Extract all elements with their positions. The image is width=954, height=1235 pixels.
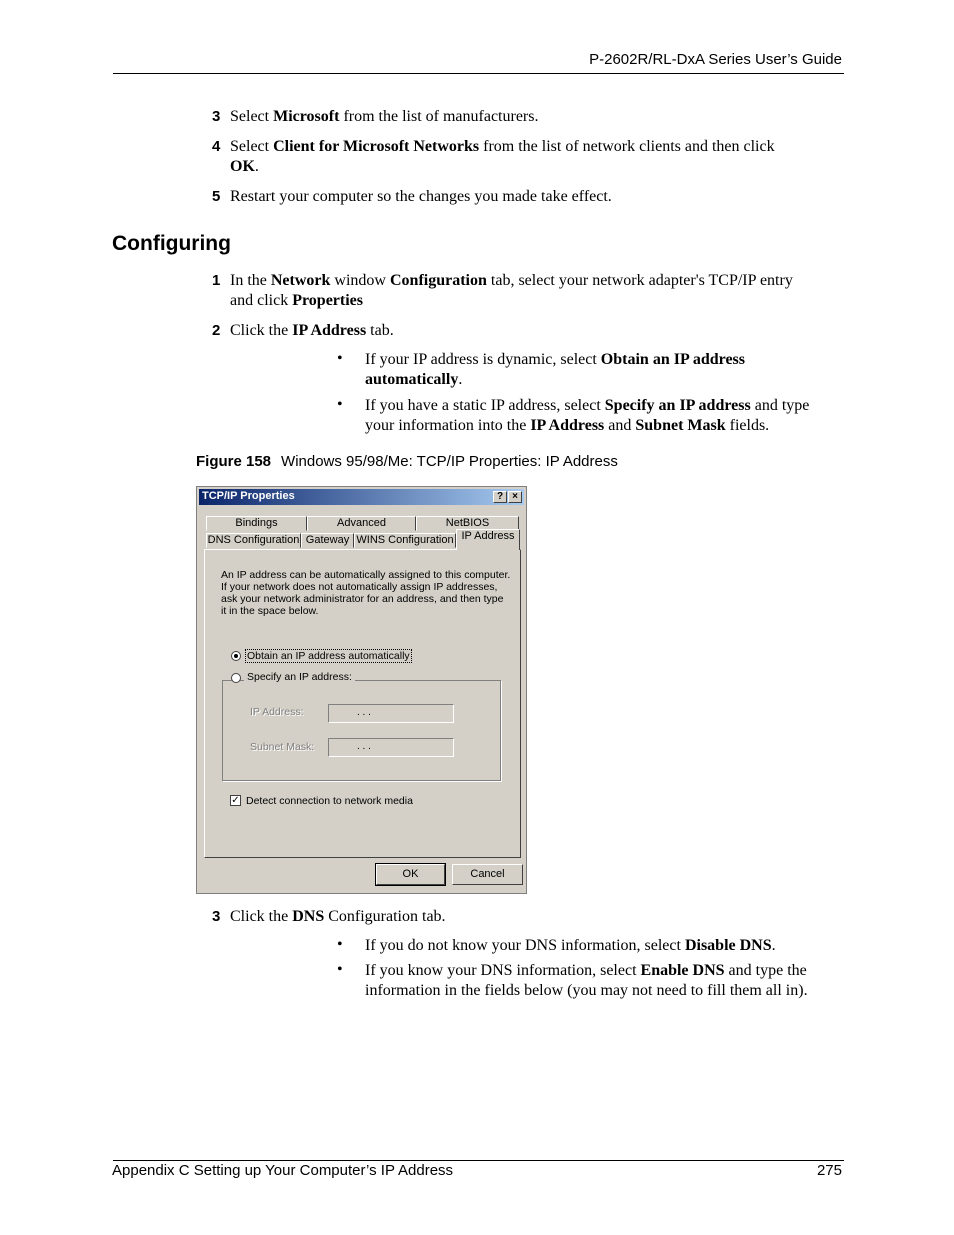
running-header: P-2602R/RL-DxA Series User’s Guide xyxy=(589,51,842,68)
step-text: Click the IP Address tab. xyxy=(230,322,394,339)
step-text: Restart your computer so the changes you made take effect. xyxy=(230,188,612,205)
title-bar xyxy=(199,489,524,505)
ip-address-label: IP Address: xyxy=(250,706,304,718)
tab-advanced[interactable]: Advanced xyxy=(307,516,416,531)
ip-address-field[interactable]: . . . xyxy=(328,704,454,723)
panel-description: An IP address can be automatically assigned to this computer. If your network does not automatically assign IP addresses, ask your network administrator for an address, and then type it in the space below. xyxy=(221,569,511,617)
detect-media-label[interactable]: Detect connection to network media xyxy=(246,795,413,807)
bullet-text: If you do not know your DNS information, select Disable DNS. xyxy=(365,937,776,954)
step-number: 4 xyxy=(212,138,221,155)
step-number: 3 xyxy=(212,908,221,925)
dialog-title: TCP/IP Properties xyxy=(202,490,295,502)
bullet-mark: • xyxy=(337,961,343,978)
close-icon[interactable]: × xyxy=(508,491,522,503)
footer-text: Appendix C Setting up Your Computer’s IP Address xyxy=(112,1162,454,1179)
specify-ip-radio[interactable] xyxy=(231,673,241,683)
tab-wins-configuration[interactable]: WINS Configuration xyxy=(354,533,456,548)
step-number: 1 xyxy=(212,272,221,289)
subnet-mask-label: Subnet Mask: xyxy=(250,741,315,753)
detect-media-checkbox[interactable]: ✓ xyxy=(231,795,240,806)
tab-bindings[interactable]: Bindings xyxy=(206,516,307,531)
page-number: 275 xyxy=(816,1162,842,1179)
tab-netbios[interactable]: NetBIOS xyxy=(416,516,519,531)
figure-caption: Figure 158 Windows 95/98/Me: TCP/IP Properties: IP Address xyxy=(196,453,618,470)
cancel-button[interactable]: Cancel xyxy=(452,864,523,885)
bullet-mark: • xyxy=(337,936,343,953)
bullet-text: If your IP address is dynamic, select Obtain an IP address automatically. xyxy=(365,351,745,388)
step-number: 3 xyxy=(212,108,221,125)
obtain-ip-label[interactable]: Obtain an IP address automatically xyxy=(247,650,410,662)
step-text: Select Client for Microsoft Networks from the list of network clients and then click OK. xyxy=(230,138,775,175)
tab-gateway[interactable]: Gateway xyxy=(301,533,354,548)
tcpip-properties-dialog xyxy=(196,486,527,894)
step-number: 2 xyxy=(212,322,221,339)
bullet-text: If you have a static IP address, select Specify an IP address and type your information into the IP Address and Subnet Mask fields. xyxy=(365,397,810,434)
step-number: 5 xyxy=(212,188,221,205)
ok-button[interactable]: OK xyxy=(376,864,445,885)
obtain-ip-radio[interactable] xyxy=(231,651,241,661)
ip-address-panel xyxy=(204,549,521,858)
step-text: Click the DNS Configuration tab. xyxy=(230,908,446,925)
section-heading: Configuring xyxy=(112,232,231,255)
bullet-mark: • xyxy=(337,396,343,413)
footer-rule xyxy=(113,1160,844,1161)
tab-dns-configuration[interactable]: DNS Configuration xyxy=(207,534,300,546)
help-button[interactable]: ? xyxy=(493,491,507,503)
specify-ip-label[interactable]: Specify an IP address: xyxy=(244,671,355,683)
step-text: In the Network window Configuration tab, select your network adapter's TCP/IP entry and click Properties xyxy=(230,272,793,309)
bullet-text: If you know your DNS information, select Enable DNS and type the information in the fields below (you may not need to fill them all in). xyxy=(365,962,808,999)
subnet-mask-field[interactable]: . . . xyxy=(328,738,454,757)
header-rule xyxy=(113,73,844,74)
specify-ip-group xyxy=(222,680,501,781)
bullet-mark: • xyxy=(337,350,343,367)
step-text: Select Microsoft from the list of manufacturers. xyxy=(230,108,539,125)
tab-ip-address[interactable]: IP Address xyxy=(456,529,520,550)
